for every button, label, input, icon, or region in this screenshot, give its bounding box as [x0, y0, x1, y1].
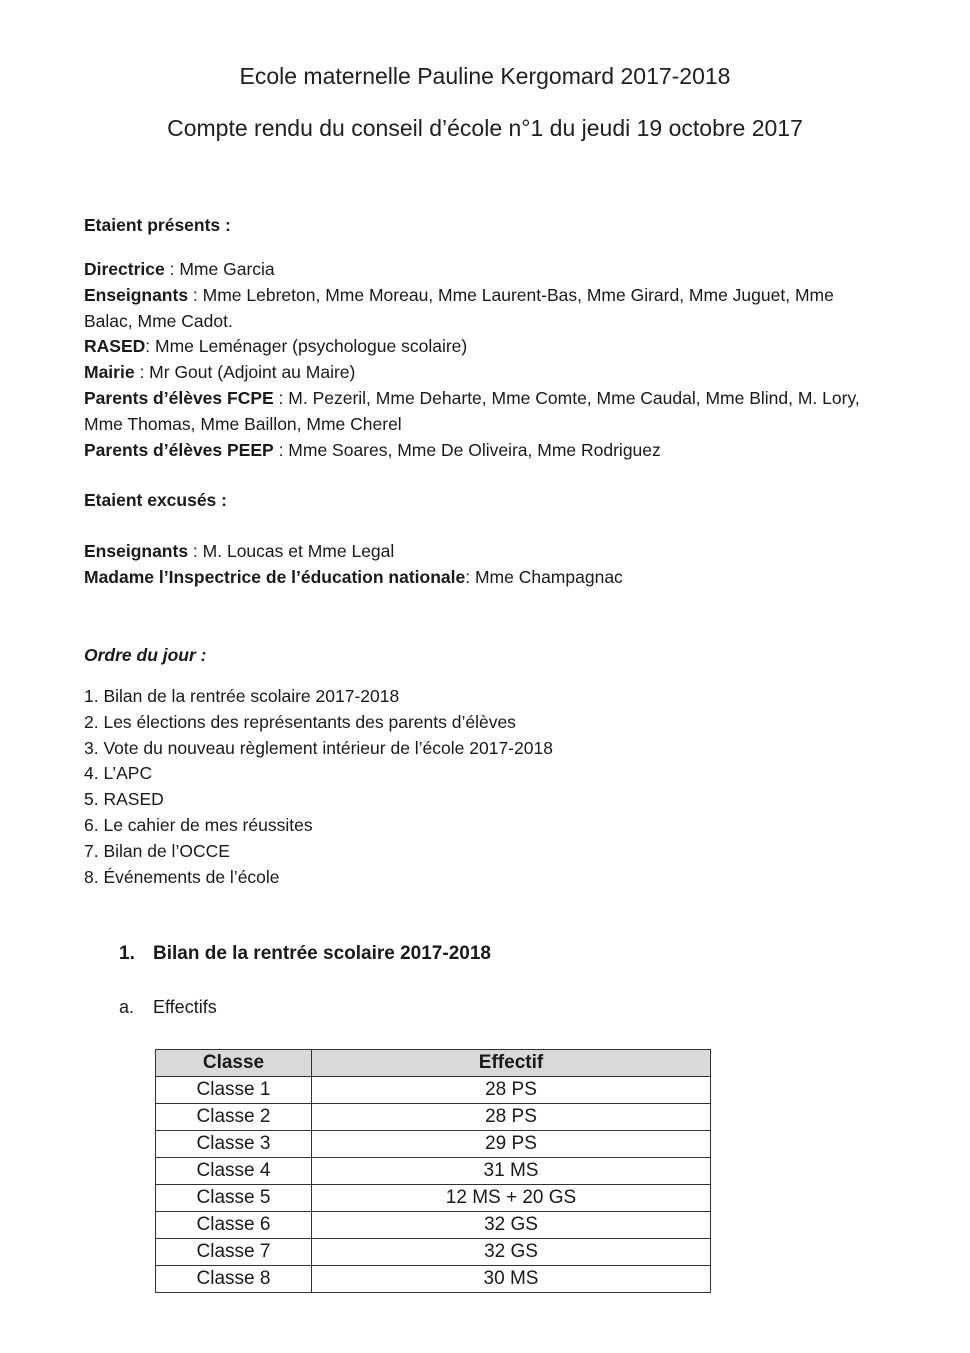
present-list [84, 257, 934, 463]
agenda-item: 3. Vote du nouveau règlement intérieur de l’école 2017-2018 [84, 737, 553, 758]
cell-effectif: 31 MS [312, 1158, 711, 1185]
agenda-item: 8. Événements de l’école [84, 866, 280, 887]
agenda-item: 7. Bilan de l’OCCE [84, 840, 230, 861]
section-1-heading: 1. Bilan de la rentrée scolaire 2017-2018 [119, 943, 491, 964]
present-row-peep: Parents d’élèves PEEP : Mme Soares, Mme De Oliveira, Mme Rodriguez [84, 439, 661, 460]
agenda-heading: Ordre du jour : [84, 645, 207, 665]
report-title: Compte rendu du conseil d’école n°1 du jeudi 19 octobre 2017 [167, 115, 803, 141]
table-row [156, 1185, 711, 1212]
present-row-enseignants-cont: Balac, Mme Cadot. [84, 310, 233, 331]
cell-classe: Classe 7 [156, 1239, 312, 1266]
cell-effectif: 12 MS + 20 GS [312, 1185, 711, 1212]
cell-effectif: 32 GS [312, 1239, 711, 1266]
present-row-enseignants: Enseignants : Mme Lebreton, Mme Moreau, Mme Laurent-Bas, Mme Girard, Mme Juguet, Mme [84, 284, 834, 305]
excused-list [84, 539, 934, 591]
agenda-item: 6. Le cahier de mes réussites [84, 814, 313, 835]
table-row [156, 1131, 711, 1158]
table-row [156, 1104, 711, 1131]
excused-heading: Etaient excusés : [84, 490, 227, 510]
present-row-rased: RASED: Mme Leménager (psychologue scolaire) [84, 336, 468, 357]
table-row [156, 1158, 711, 1185]
column-header-classe: Classe [156, 1050, 312, 1077]
agenda-list [84, 684, 934, 890]
table-row [156, 1212, 711, 1239]
cell-classe: Classe 4 [156, 1158, 312, 1185]
present-row-fcpe: Parents d’élèves FCPE : M. Pezeril, Mme Deharte, Mme Comte, Mme Caudal, Mme Blind, M. Lory, [84, 387, 860, 408]
effectifs-table [155, 1049, 711, 1293]
school-title: Ecole maternelle Pauline Kergomard 2017-2018 [239, 63, 731, 89]
section-1a-heading: a. Effectifs [119, 997, 217, 1017]
agenda-item: 2. Les élections des représentants des parents d’élèves [84, 711, 516, 732]
cell-effectif: 29 PS [312, 1131, 711, 1158]
cell-classe: Classe 6 [156, 1212, 312, 1239]
cell-classe: Classe 3 [156, 1131, 312, 1158]
table-row [156, 1077, 711, 1104]
excused-row-inspectrice: Madame l’Inspectrice de l’éducation nationale: Mme Champagnac [84, 566, 623, 587]
present-row-directrice: Directrice : Mme Garcia [84, 259, 275, 279]
cell-classe: Classe 5 [156, 1185, 312, 1212]
agenda-item: 4. L’APC [84, 763, 153, 784]
table-row [156, 1239, 711, 1266]
cell-effectif: 32 GS [312, 1212, 711, 1239]
present-heading: Etaient présents : [84, 215, 231, 235]
column-header-effectif: Effectif [312, 1050, 711, 1077]
cell-effectif: 30 MS [312, 1266, 711, 1293]
present-row-fcpe-cont: Mme Thomas, Mme Baillon, Mme Cherel [84, 413, 402, 434]
excused-row-enseignants: Enseignants : M. Loucas et Mme Legal [84, 541, 395, 561]
table-row [156, 1266, 711, 1293]
cell-classe: Classe 1 [156, 1077, 312, 1104]
present-row-mairie: Mairie : Mr Gout (Adjoint au Maire) [84, 362, 356, 383]
cell-effectif: 28 PS [312, 1077, 711, 1104]
table-header-row [156, 1050, 711, 1077]
agenda-item: 5. RASED [84, 789, 164, 810]
agenda-item: 1. Bilan de la rentrée scolaire 2017-2018 [84, 686, 400, 706]
cell-effectif: 28 PS [312, 1104, 711, 1131]
cell-classe: Classe 8 [156, 1266, 312, 1293]
cell-classe: Classe 2 [156, 1104, 312, 1131]
